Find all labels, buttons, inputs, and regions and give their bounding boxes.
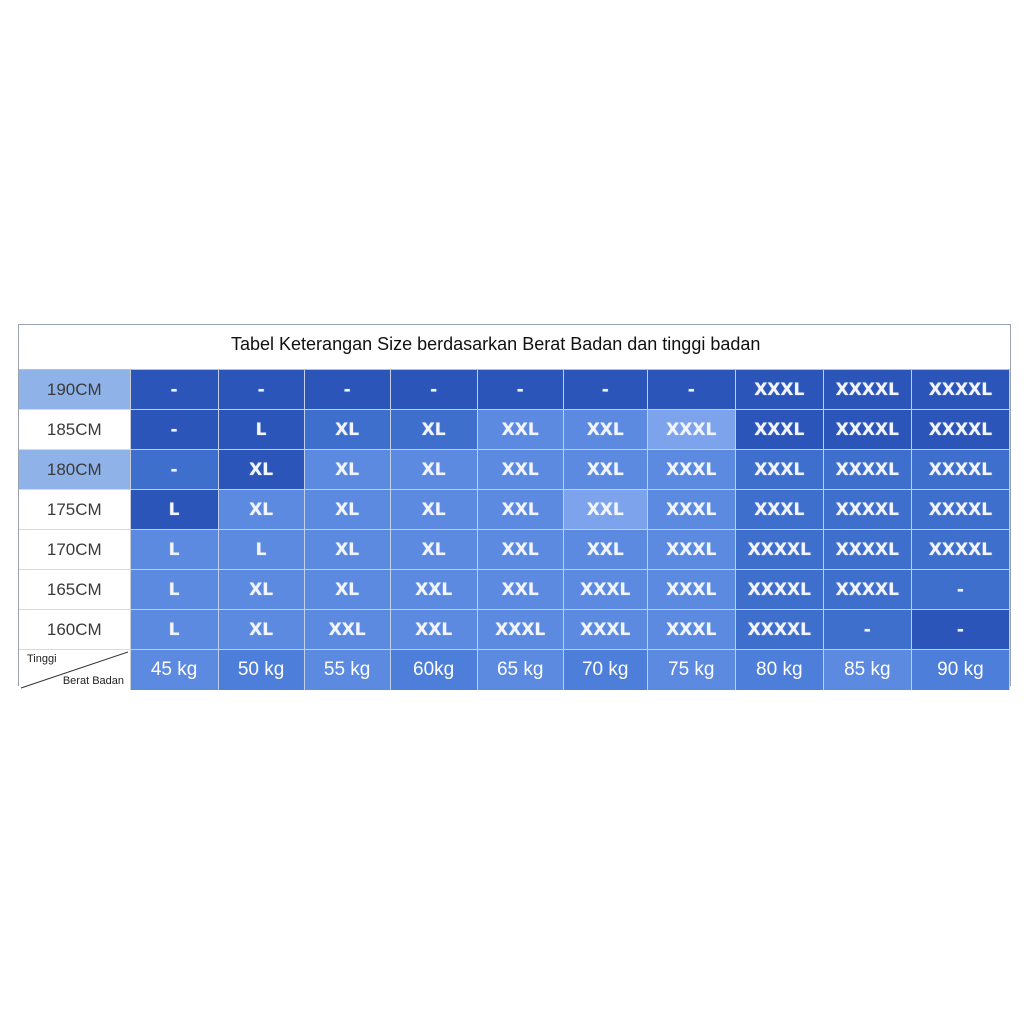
height-label: 165CM xyxy=(19,570,130,610)
size-cell: XL xyxy=(390,410,477,450)
height-label: 160CM xyxy=(19,610,130,650)
weight-label: 80 kg xyxy=(735,650,823,691)
size-cell: - xyxy=(911,570,1009,610)
size-cell: - xyxy=(823,610,911,650)
size-cell: L xyxy=(130,490,218,530)
size-cell: XL xyxy=(390,450,477,490)
size-cell: XXXL xyxy=(647,530,735,570)
size-cell: XXL xyxy=(563,450,647,490)
height-label: 180CM xyxy=(19,450,130,490)
size-cell: XL xyxy=(304,410,390,450)
size-cell: XXXL xyxy=(735,490,823,530)
height-label: 170CM xyxy=(19,530,130,570)
height-label: 175CM xyxy=(19,490,130,530)
size-cell: XXXL xyxy=(477,610,563,650)
size-cell: XXXL xyxy=(735,410,823,450)
size-cell: XXXL xyxy=(735,450,823,490)
table-row xyxy=(19,370,1010,410)
size-cell: XXXXL xyxy=(911,530,1009,570)
size-grid-body xyxy=(19,370,1010,650)
size-cell: XXXXL xyxy=(911,450,1009,490)
size-cell: - xyxy=(647,370,735,410)
size-grid xyxy=(19,370,1010,690)
size-cell: XXL xyxy=(477,410,563,450)
size-cell: XXXXL xyxy=(911,410,1009,450)
weight-axis-label: Berat Badan xyxy=(62,675,124,687)
table-row xyxy=(19,490,1010,530)
size-cell: XXXXL xyxy=(823,570,911,610)
size-cell: XXXXL xyxy=(823,370,911,410)
size-cell: XXXXL xyxy=(911,490,1009,530)
weight-label: 60kg xyxy=(390,650,477,691)
size-cell: XXXXL xyxy=(735,610,823,650)
size-cell: XXXXL xyxy=(823,530,911,570)
size-cell: XXXXL xyxy=(823,490,911,530)
table-row xyxy=(19,450,1010,490)
size-cell: XXXL xyxy=(647,410,735,450)
size-cell: L xyxy=(130,530,218,570)
weight-header-row xyxy=(19,650,1010,691)
size-cell: XXXL xyxy=(647,570,735,610)
size-cell: XL xyxy=(304,450,390,490)
size-cell: XL xyxy=(218,610,304,650)
size-cell: L xyxy=(218,530,304,570)
size-cell: - xyxy=(911,610,1009,650)
size-cell: XXXL xyxy=(647,450,735,490)
size-cell: - xyxy=(304,370,390,410)
size-cell: XXL xyxy=(390,570,477,610)
size-cell: L xyxy=(130,570,218,610)
size-cell: XXXL xyxy=(735,370,823,410)
height-label: 185CM xyxy=(19,410,130,450)
height-label: 190CM xyxy=(19,370,130,410)
size-cell: - xyxy=(130,410,218,450)
size-cell: XXL xyxy=(563,490,647,530)
weight-label: 55 kg xyxy=(304,650,390,691)
size-cell: - xyxy=(130,450,218,490)
size-cell: XXL xyxy=(477,570,563,610)
table-row xyxy=(19,610,1010,650)
table-row xyxy=(19,570,1010,610)
size-cell: XXL xyxy=(477,450,563,490)
weight-label: 70 kg xyxy=(563,650,647,691)
size-cell: XL xyxy=(218,450,304,490)
size-cell: XXXXL xyxy=(735,530,823,570)
size-cell: L xyxy=(218,410,304,450)
table-row xyxy=(19,530,1010,570)
size-cell: XXL xyxy=(477,530,563,570)
weight-label: 65 kg xyxy=(477,650,563,691)
size-cell: XL xyxy=(218,570,304,610)
weight-label: 75 kg xyxy=(647,650,735,691)
size-cell: - xyxy=(390,370,477,410)
weight-label: 85 kg xyxy=(823,650,911,691)
weight-label: 45 kg xyxy=(130,650,218,691)
size-cell: XXXL xyxy=(647,490,735,530)
table-row xyxy=(19,410,1010,450)
size-cell: XXXL xyxy=(563,610,647,650)
size-cell: XXXXL xyxy=(735,570,823,610)
size-cell: XXL xyxy=(563,530,647,570)
corner-cell xyxy=(19,650,130,691)
size-cell: XXXXL xyxy=(911,370,1009,410)
table-title-row xyxy=(19,325,1010,370)
weight-label: 90 kg xyxy=(911,650,1009,691)
size-cell: XL xyxy=(390,530,477,570)
size-cell: XL xyxy=(390,490,477,530)
size-cell: XL xyxy=(304,570,390,610)
height-axis-label: Tinggi xyxy=(27,653,57,665)
size-cell: XL xyxy=(304,530,390,570)
size-cell: - xyxy=(563,370,647,410)
size-cell: XL xyxy=(304,490,390,530)
size-cell: XXL xyxy=(390,610,477,650)
size-cell: XXXL xyxy=(647,610,735,650)
size-cell: XXXXL xyxy=(823,410,911,450)
size-cell: XXXXL xyxy=(823,450,911,490)
table-title: Tabel Keterangan Size berdasarkan Berat Badan dan tinggi badan xyxy=(231,334,761,354)
size-cell: XXL xyxy=(563,410,647,450)
size-cell: XXL xyxy=(477,490,563,530)
size-cell: - xyxy=(477,370,563,410)
size-cell: L xyxy=(130,610,218,650)
weight-label: 50 kg xyxy=(218,650,304,691)
size-cell: XXL xyxy=(304,610,390,650)
size-cell: - xyxy=(130,370,218,410)
size-chart-table xyxy=(18,324,1011,686)
size-cell: XXXL xyxy=(563,570,647,610)
size-cell: XL xyxy=(218,490,304,530)
size-cell: - xyxy=(218,370,304,410)
